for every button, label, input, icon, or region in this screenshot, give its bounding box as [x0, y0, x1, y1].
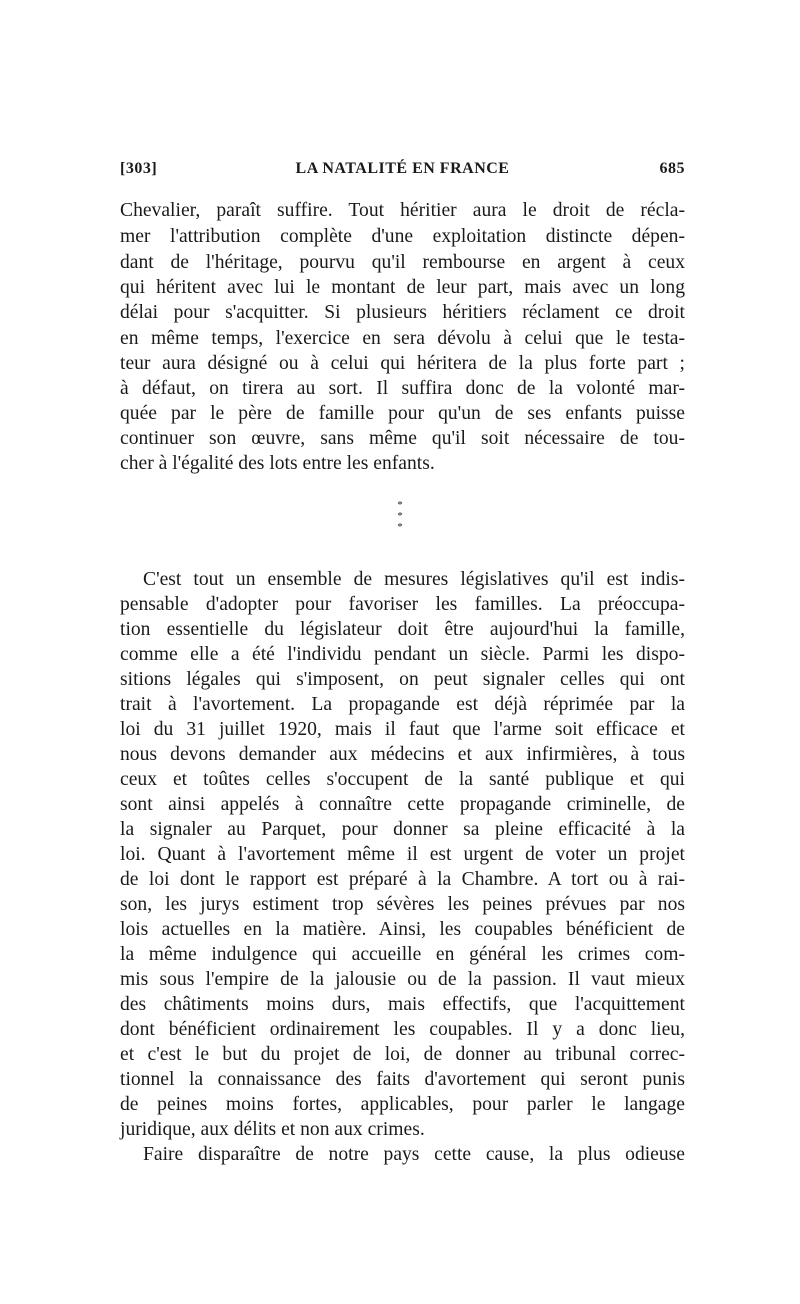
text-line: comme elle a été l'individu pendant un siècle. Parmi les dispo-	[120, 644, 685, 665]
text-line: en même temps, l'exercice en sera dévolu à celui que le testa-	[120, 328, 685, 349]
text-line: sont ainsi appelés à connaître cette propagande criminelle, de	[120, 794, 685, 815]
text-line: trait à l'avortement. La propagande est déjà réprimée par la	[120, 694, 685, 715]
text-line: C'est tout un ensemble de mesures législatives qu'il est indis-	[143, 569, 685, 590]
section-separator	[380, 500, 420, 534]
text-line: délai pour s'acquitter. Si plusieurs héritiers réclament ce droit	[120, 302, 685, 323]
separator-bottom: * *	[397, 510, 413, 533]
page-number: 685	[659, 160, 685, 177]
text-line: mis sous l'empire de la jalousie ou de la passion. Il vaut mieux	[120, 969, 685, 990]
text-line: à défaut, on tirera au sort. Il suffira donc de la volonté mar-	[120, 378, 685, 399]
text-line: ceux et toûtes celles s'occupent de la santé publique et qui	[120, 769, 685, 790]
text-line: et c'est le but du projet de loi, de donner au tribunal correc-	[120, 1044, 685, 1065]
text-line: loi. Quant à l'avortement même il est urgent de voter un projet	[120, 844, 685, 865]
text-line: dant de l'héritage, pourvu qu'il rembourse en argent à ceux	[120, 252, 685, 273]
text-line: nous devons demander aux médecins et aux infirmières, à tous	[120, 744, 685, 765]
text-line: qui héritent avec lui le montant de leur part, mais avec un long	[120, 277, 685, 298]
text-line: Faire disparaître de notre pays cette cause, la plus odieuse	[143, 1144, 685, 1165]
text-line: Chevalier, paraît suffire. Tout héritier aura le droit de récla-	[120, 200, 685, 221]
separator-top: *	[397, 499, 403, 511]
text-line: tion essentielle du législateur doit être aujourd'hui la famille,	[120, 619, 685, 640]
text-line: quée par le père de famille pour qu'un de ses enfants puisse	[120, 403, 685, 424]
text-line: de loi dont le rapport est préparé à la Chambre. A tort ou à rai-	[120, 869, 685, 890]
text-line: lois actuelles en la matière. Ainsi, les coupables bénéficient de	[120, 919, 685, 940]
page-reference: [303]	[120, 160, 158, 177]
text-line: pensable d'adopter pour favoriser les familles. La préoccupa-	[120, 594, 685, 615]
text-line: continuer son œuvre, sans même qu'il soit nécessaire de tou-	[120, 428, 685, 449]
text-line: de peines moins fortes, applicables, pour parler le langage	[120, 1094, 685, 1115]
text-line: la signaler au Parquet, pour donner sa pleine efficacité à la	[120, 819, 685, 840]
text-line: mer l'attribution complète d'une exploitation distincte dépen-	[120, 226, 685, 247]
text-line: juridique, aux délits et non aux crimes.	[120, 1119, 425, 1140]
text-line: dont bénéficient ordinairement les coupables. Il y a donc lieu,	[120, 1019, 685, 1040]
text-line: tionnel la connaissance des faits d'avortement qui seront punis	[120, 1069, 685, 1090]
text-line: loi du 31 juillet 1920, mais il faut que l'arme soit efficace et	[120, 719, 685, 740]
running-header	[120, 160, 685, 184]
text-line: la même indulgence qui accueille en général les crimes com-	[120, 944, 685, 965]
running-title: LA NATALITÉ EN FRANCE	[295, 160, 510, 177]
text-line: sitions légales qui s'imposent, on peut signaler celles qui ont	[120, 669, 685, 690]
text-line: son, les jurys estiment trop sévères les peines prévues par nos	[120, 894, 685, 915]
text-line: teur aura désigné ou à celui qui héritera de la plus forte part ;	[120, 353, 685, 374]
text-line: des châtiments moins durs, mais effectifs, que l'acquittement	[120, 994, 685, 1015]
text-line: cher à l'égalité des lots entre les enfants.	[120, 453, 435, 474]
